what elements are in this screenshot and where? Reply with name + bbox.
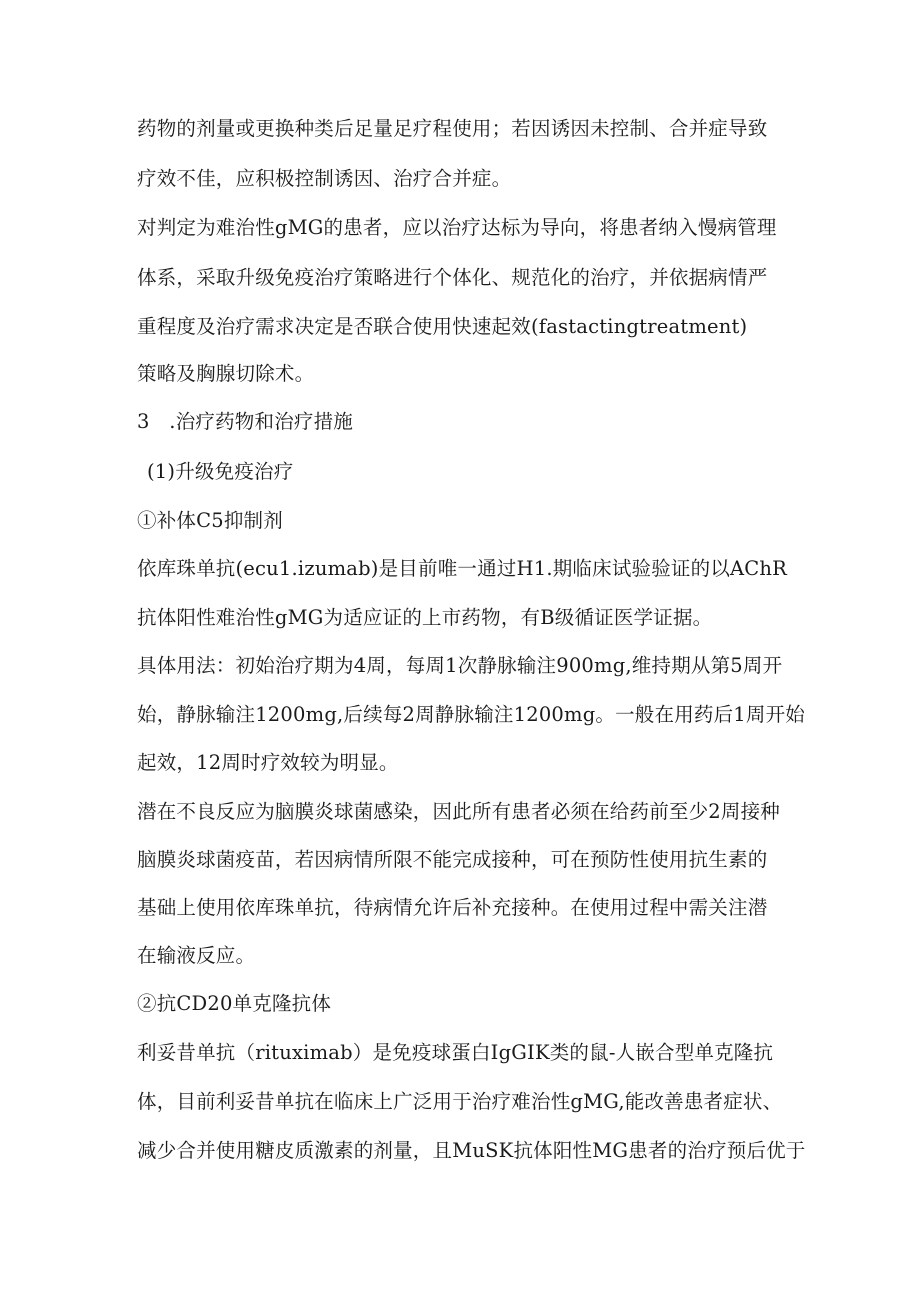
text-line: 始，静脉输注1200mg,后续每2周静脉输注1200mg。一般在用药后1周开始 (137, 703, 806, 726)
subsection-heading: (1)升级免疫治疗 (147, 460, 294, 483)
text-line: 药物的剂量或更换种类后足量足疗程使用；若因诱因未控制、合并症导致 (137, 117, 768, 140)
text-line: 利妥昔单抗（rituximab）是免疫球蛋白IgGIK类的鼠-人嵌合型单克隆抗 (137, 1041, 774, 1064)
text-line: 基础上使用依库珠单抗，待病情允许后补充接种。在使用过程中需关注潜 (137, 896, 768, 919)
text-line: 抗体阳性难治性gMG为适应证的上市药物，有B级循证医学证据。 (137, 606, 713, 629)
text-line: 脑膜炎球菌疫苗，若因病情所限不能完成接种，可在预防性使用抗生素的 (137, 848, 768, 871)
text-line: 体，目前利妥昔单抗在临床上广泛用于治疗难治性gMG,能改善患者症状、 (137, 1090, 783, 1113)
text-line: 策略及胸腺切除术。 (137, 362, 315, 385)
text-line: 减少合并使用糖皮质激素的剂量，且MuSK抗体阳性MG患者的治疗预后优于 (137, 1139, 806, 1162)
text-line: 对判定为难治性gMG的患者，应以治疗达标为导向，将患者纳入慢病管理 (137, 216, 777, 239)
text-line: 体系，采取升级免疫治疗策略进行个体化、规范化的治疗，并依据病情严 (137, 266, 768, 289)
text-line: 重程度及治疗需求决定是否联合使用快速起效(fastactingtreatment) (137, 315, 748, 338)
text-line: 潜在不良反应为脑膜炎球菌感染，因此所有患者必须在给药前至少2周接种 (137, 800, 781, 823)
text-line: 起效，12周时疗效较为明显。 (137, 751, 399, 774)
section-heading: 3 .治疗药物和治疗措施 (137, 410, 354, 433)
text-line: 依库珠单抗(ecu1.izumab)是目前唯一通过H1.期临床试验验证的以AChR (137, 557, 788, 580)
text-line: 具体用法：初始治疗期为4周，每周1次静脉输注900mg,维持期从第5周开 (137, 654, 783, 677)
text-line: 在输液反应。 (137, 944, 256, 967)
text-line: 疗效不佳，应积极控制诱因、治疗合并症。 (137, 167, 512, 190)
item-heading: ②抗CD20单克隆抗体 (137, 992, 332, 1015)
item-heading: ①补体C5抑制剂 (137, 509, 283, 532)
